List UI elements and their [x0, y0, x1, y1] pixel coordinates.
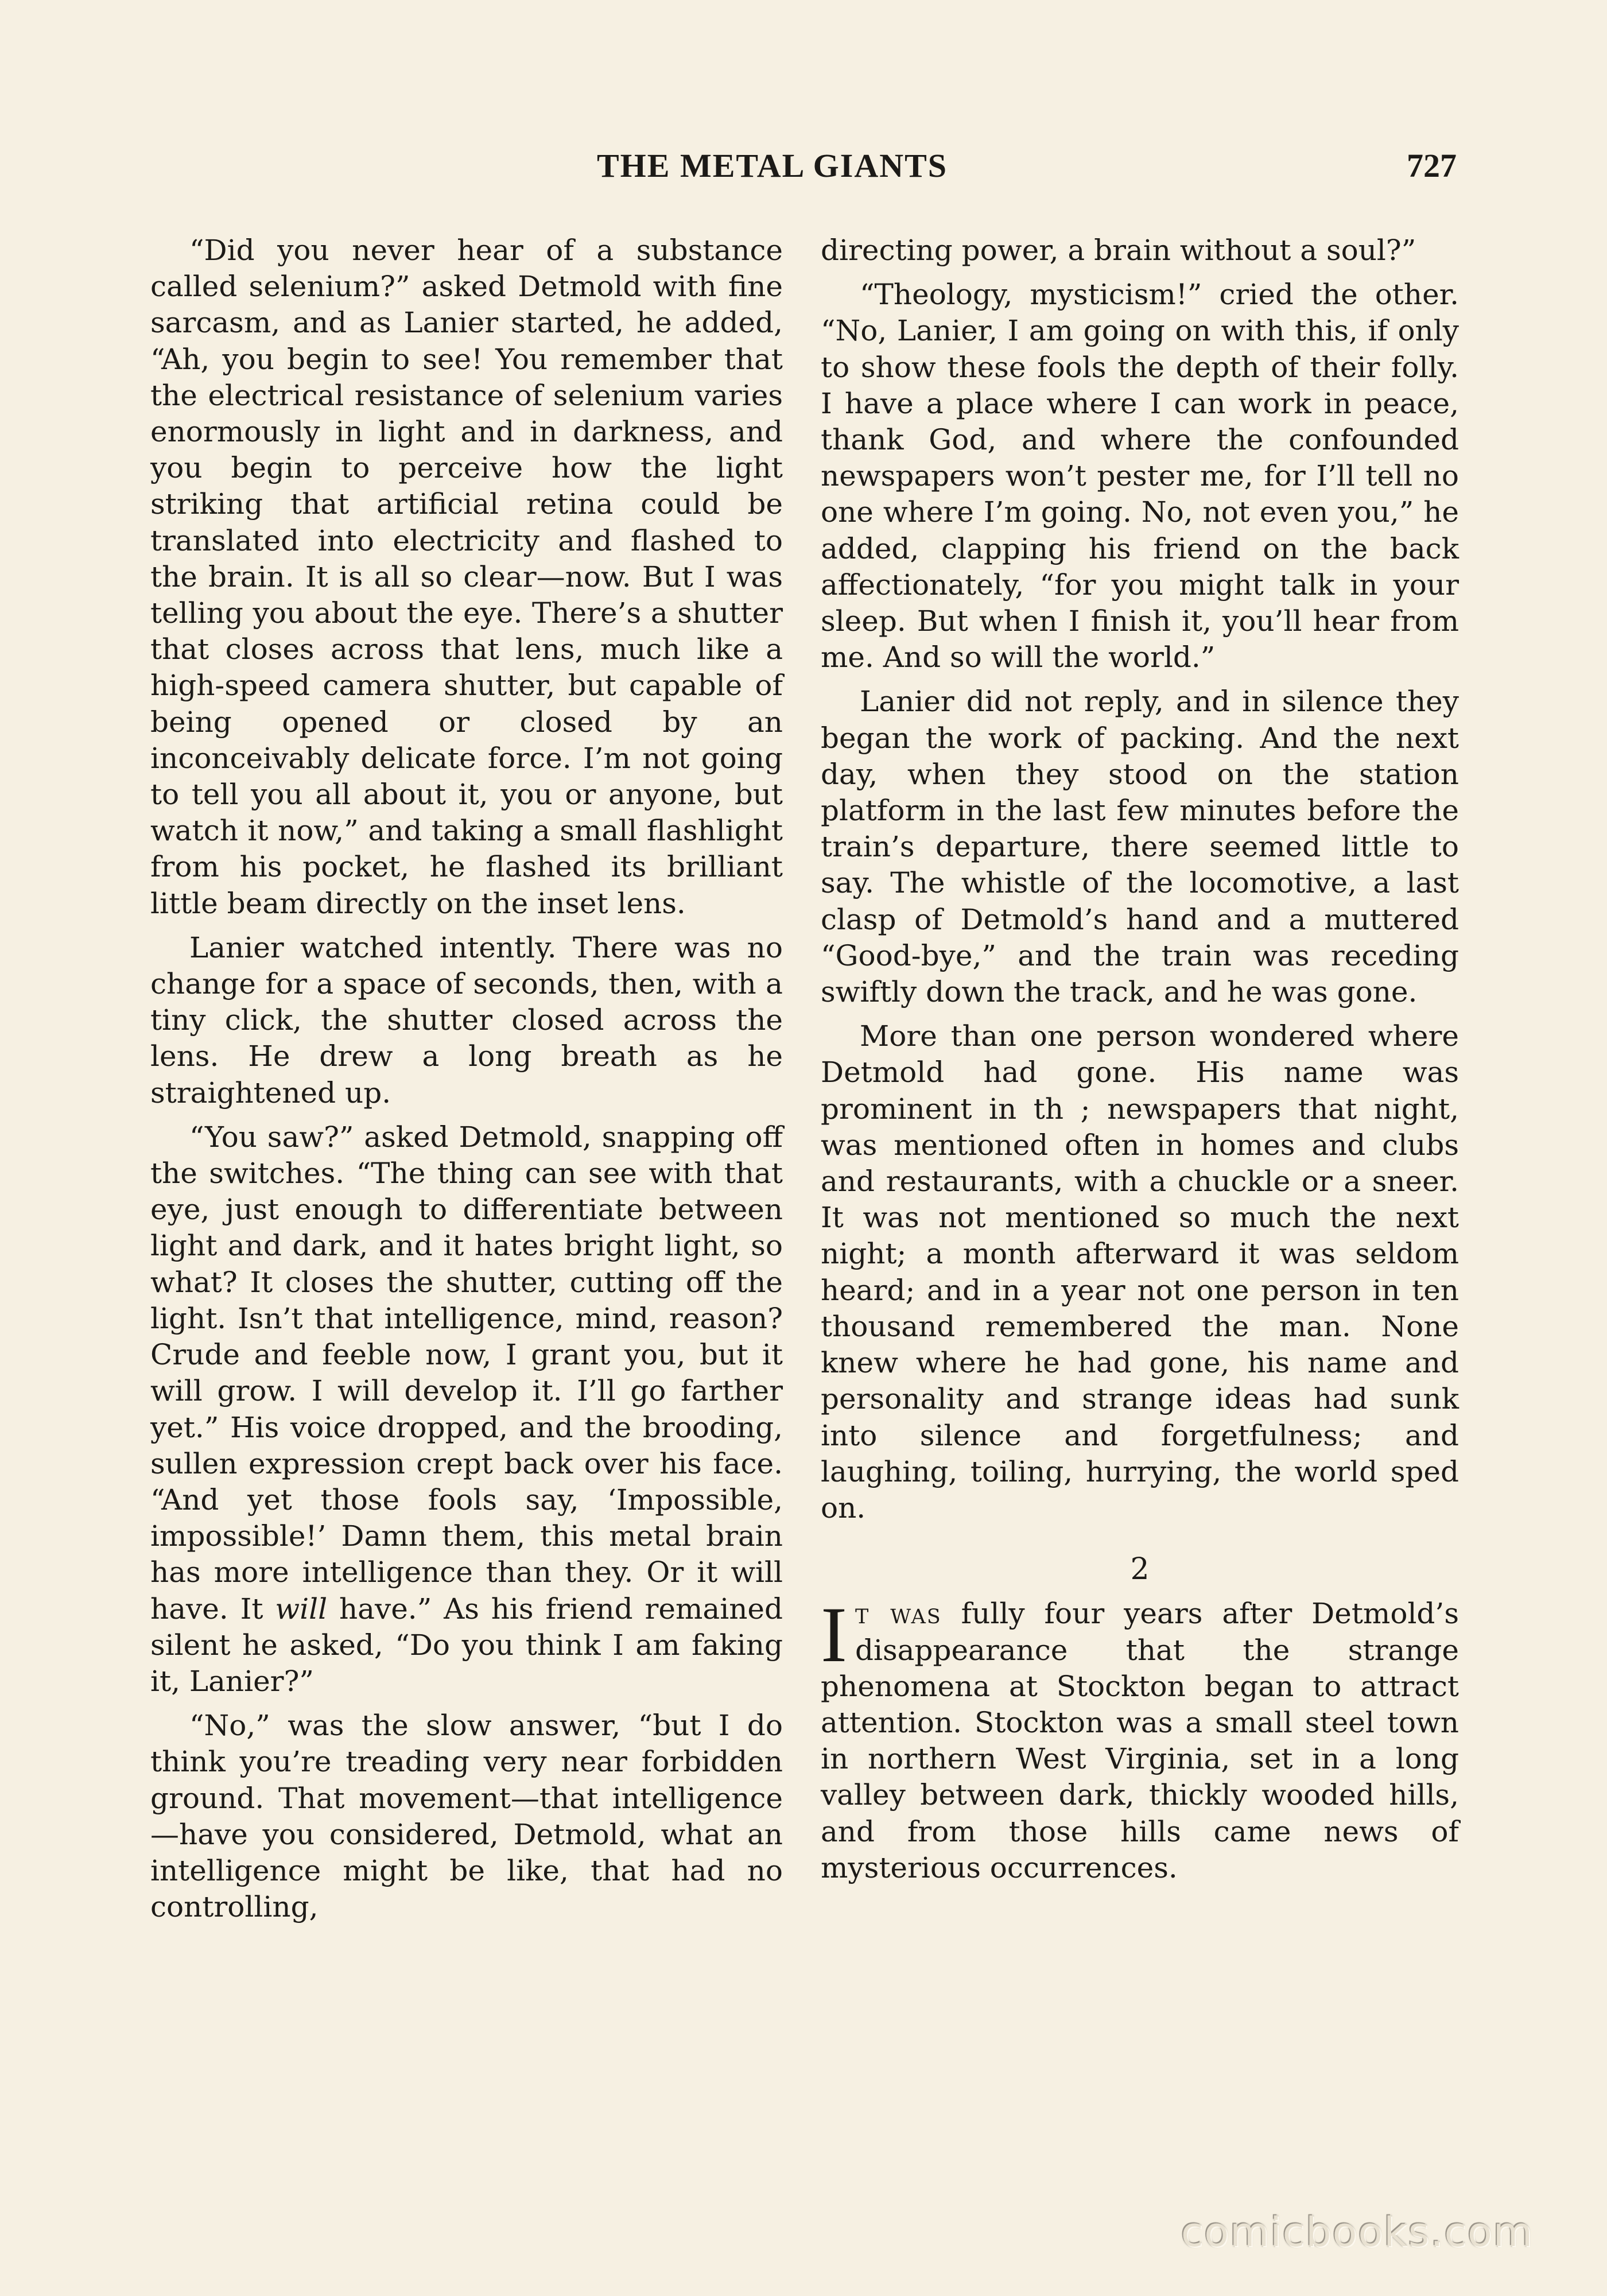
watermark: comicbooks.com — [1181, 2209, 1534, 2256]
section-number: 2 — [1130, 1552, 1150, 1587]
running-title: THE METAL GIANTS — [597, 147, 948, 184]
emphasis-text: will — [275, 1592, 328, 1626]
paragraph: “No,” was the slow answer, “but I do think you’re treading very near forbidden ground. That movement—that intelligence—have you considered, Detmold, what an intelligence might be like, that had no controlling, — [150, 1709, 783, 1924]
paragraph-text: fully four years after Detmold’s disappearance that the strange phenomena at Stockton began to attract attention. Stockton was a small steel town in northern West Virginia, set in a long valley between dark, thickly wooded hills, and from those hills came news of mysterious occurrences. — [821, 1597, 1459, 1884]
paragraph: More than one person wondered where Detmold had gone. His name was prominent in th ; newspapers that night, was mentioned often in homes and clubs and restaurants, with a chuckle or a sneer. It was not mentioned so much the next night; a month afterward it was seldom heard; and in a year not one person in ten thousand remembered the man. None knew where he had gone, his name and personality and strange ideas had sunk into silence and forgetfulness; and laughing, toiling, hurrying, the world sped on. — [821, 1019, 1459, 1525]
page-number: 727 — [1407, 147, 1457, 184]
paragraph-text: have.” As his friend remained silent he asked, “Do you think I am faking it, Lanier?” — [150, 1592, 783, 1698]
drop-cap: I — [821, 1591, 847, 1679]
paragraph-text: “You saw?” asked Detmold, snapping off the switches. “The thing can see with that eye, just enough to differentiate between light and dark, and it hates bright light, so what? It closes the shutter, cutting off the light. Isn’t that intelligence, mind, reason? Crude and feeble now, I grant you, but it will grow. I will develop it. I’ll go farther yet.” His voice dropped, and the brooding, sullen expression crept back over his face. “And yet those fools say, ‘Impossible, impossible!’ Damn them, this metal brain has more intelligence than they. Or it will have. It — [150, 1120, 783, 1626]
paragraph-continuation: directing power, a brain without a soul?” — [821, 234, 1416, 267]
left-column — [150, 232, 783, 1925]
section-opening-paragraph — [821, 1591, 1459, 1886]
paragraph: “Theology, mysticism!” cried the other. “No, Lanier, I am going on with this, if only to show these fools the depth of their folly. I have a place where I can work in peace, thank God, and where the confounded newspapers won’t pester me, for I’ll tell no one where I’m going. No, not even you,” he added, clapping his friend on the back affectionately, “for you might talk in your sleep. But when I finish it, you’ll hear from me. And so will the world.” — [821, 278, 1459, 674]
small-caps-text: t was — [855, 1597, 942, 1631]
paragraph: Lanier watched intently. There was no change for a space of seconds, then, with a tiny click, the shutter closed across the lens. He drew a long breath as he straightened up. — [150, 930, 783, 1110]
paragraph: Lanier did not reply, and in silence they began the work of packing. And the next day, when they stood on the station platform in the last few minutes before the train’s departure, there seemed little to say. The whistle of the locomotive, a last clasp of Detmold’s hand and a muttered “Good-bye,” and the train was receding swiftly down the track, and he was gone. — [821, 685, 1459, 1009]
paragraph: “Did you never hear of a substance called selenium?” asked Detmold with fine sarcasm, and as Lanier started, he added, “Ah, you begin to see! You remember that the electrical resistance of selenium varies enormously in light and in darkness, and you begin to perceive how the light striking that artificial retina could be translated into electricity and flashed to the brain. It is all so clear—now. But I was telling you about the eye. There’s a shutter that closes across that lens, much like a high-speed camera shutter, but capable of being opened or closed by an inconceivably delicate force. I’m not going to tell you all about it, you or anyone, but watch it now,” and taking a small flashlight from his pocket, he flashed its brilliant little beam directly on the inset lens. — [150, 234, 783, 920]
paragraph — [150, 1119, 783, 1700]
right-column — [821, 232, 1459, 1886]
